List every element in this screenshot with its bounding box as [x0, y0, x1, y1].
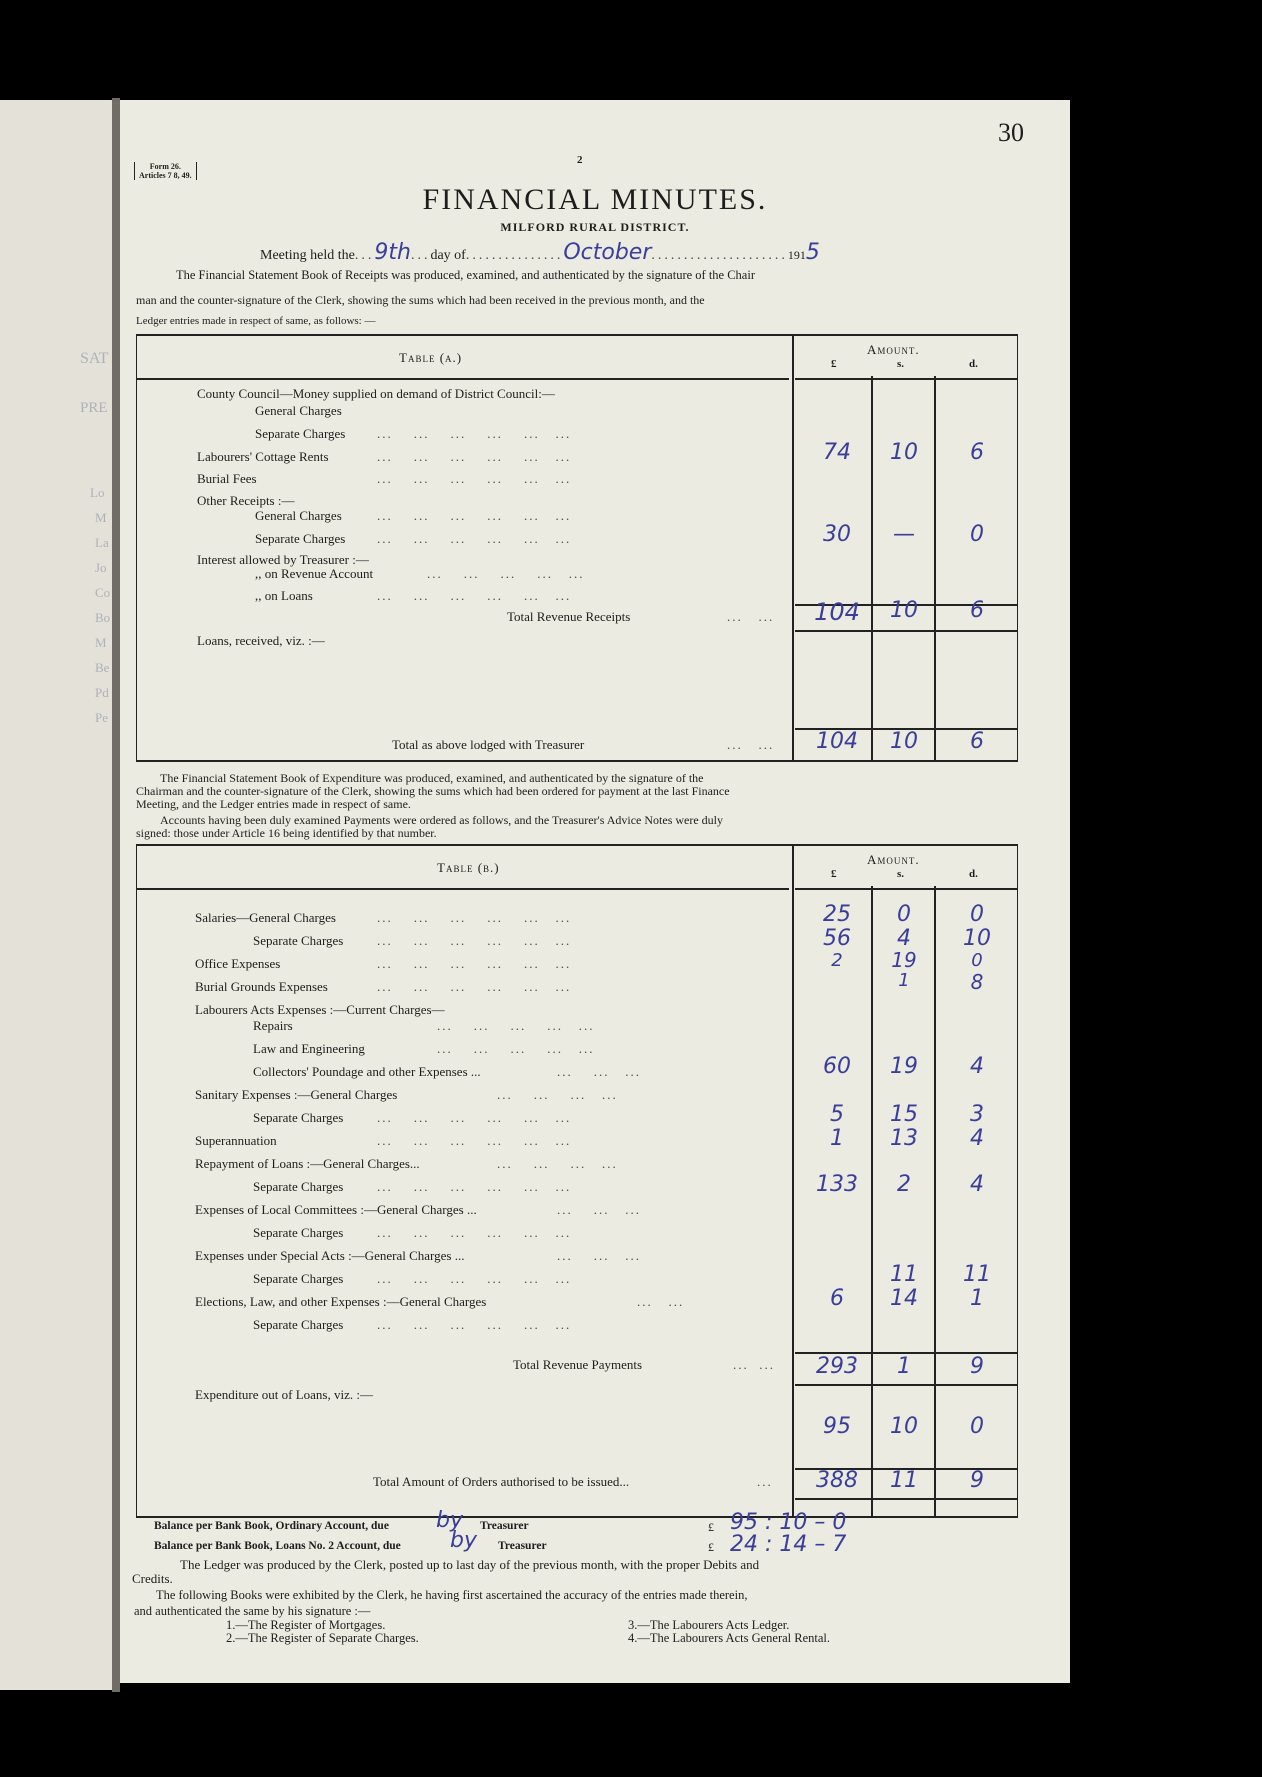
- intro-text-line: man and the counter-signature of the Clerk, showing the sums which had been received in the previous month, and the: [136, 293, 705, 307]
- table-row: Labourers Acts Expenses :—Current Charges—: [195, 1002, 445, 1017]
- amount-pounds: 388: [816, 1468, 858, 1493]
- shillings-heading: s.: [897, 868, 905, 880]
- table-row: Elections, Law, and other Expenses :—General Charges: [195, 1294, 487, 1309]
- table-row: Labourers' Cottage Rents: [197, 449, 329, 464]
- amount-shillings: 11: [890, 1262, 918, 1287]
- table-row: Interest allowed by Treasurer :—: [197, 552, 369, 567]
- table-row: Repairs: [253, 1018, 293, 1033]
- ghost-text: Be: [95, 660, 110, 675]
- table-row: Burial Grounds Expenses: [195, 979, 328, 994]
- ledger-text: Credits.: [132, 1571, 173, 1586]
- table-a: Table (a.) Amount. £ s. d. County Council—Money supplied on demand of District Council:— General Charges Separate Charges Labourers' Cottage Rents Burial Fees Other Receipts :— General Charges Separate Charges Interest allowed by Treasurer :— ,, on Revenue Account ,, on Loans Total Revenue Receipts Loans, received, viz. :— Total as above lodged with Treasurer ... ... ... ... ... ... ... ... ... ... ... ... ... ... ... ... ... ... ... ... ... ... ... ... ... ... ... ... ... ... ... ... ... ... ... ... ... ... ... ... ... ... ... ... ... 74 10 6 30 — 0 104 10 6 104 10 6: [136, 334, 1018, 762]
- pounds-heading: £: [831, 358, 837, 370]
- table-row: Repayment of Loans :—General Charges...: [195, 1156, 420, 1171]
- amount-pence: 9: [970, 1468, 984, 1493]
- ghost-text: M: [95, 510, 107, 525]
- meeting-prefix: Meeting held the: [260, 248, 355, 263]
- table-row: Separate Charges: [253, 1317, 344, 1332]
- table-row: Superannuation: [195, 1133, 277, 1148]
- amount-shillings: 13: [890, 1126, 918, 1151]
- table-row: Total Revenue Payments: [513, 1357, 643, 1372]
- amount-pounds: 56: [823, 926, 851, 951]
- amount-pounds: 74: [823, 440, 851, 465]
- meeting-line: Meeting held the...9th...day of...............October.....................1915: [260, 240, 820, 265]
- balance-ordinary-due: by: [436, 1508, 463, 1533]
- balance-loans-due: by: [450, 1528, 477, 1553]
- payments-paragraph: signed: those under Article 16 being identified by that number.: [136, 826, 437, 840]
- amount-pence: 4: [970, 1126, 984, 1151]
- amount-shillings: 11: [890, 1468, 918, 1493]
- payments-paragraph: Accounts having been duly examined Payments were ordered as follows, and the Treasurer's Advice Notes were duly: [160, 813, 724, 827]
- amount-pence: 0: [970, 902, 984, 927]
- books-text: The following Books were exhibited by the Clerk, he having first ascertained the accuracy of the entries made therein,: [156, 1588, 748, 1602]
- form-number: Form 26.: [149, 162, 181, 171]
- amount-pence: 1: [970, 1286, 984, 1311]
- amount-pounds: 95: [823, 1414, 851, 1439]
- balance-ordinary-pound: £: [708, 1520, 714, 1534]
- pence-heading: d.: [969, 358, 978, 370]
- amount-pounds: 1: [830, 1126, 844, 1151]
- ghost-text: SAT: [80, 350, 109, 367]
- amount-shillings: 19: [891, 948, 917, 972]
- ghost-text: Jo: [95, 560, 107, 575]
- table-row: Expenses under Special Acts :—General Charges ...: [195, 1248, 465, 1263]
- balance-loans-label: Balance per Bank Book, Loans No. 2 Account, due: [154, 1540, 401, 1552]
- expenditure-paragraph: Chairman and the counter-signature of the Clerk, showing the sums which had been ordered for payment at the last Finance: [136, 784, 730, 798]
- amount-shillings: 0: [897, 902, 911, 927]
- amount-shillings: 2: [897, 1172, 911, 1197]
- book-item: 4.—The Labourers Acts General Rental.: [628, 1631, 831, 1645]
- folio-number: 2: [577, 154, 583, 166]
- table-row: Separate Charges: [253, 1110, 344, 1125]
- table-b: Table (b.) Amount. £ s. d. Salaries—General Charges Separate Charges Office Expenses Burial Grounds Expenses Labourers Acts Expenses :—Current Charges— Repairs Law and Engineering Collectors' Poundage and other Expenses ... Sanitary Expenses :—General Charges Separate Charges Superannuation Repayment of Loans :—General Charges... Separate Charges Expenses of Local Committees :—General Charges ... Separate Charges Expenses under Special Acts :—General Charges ... Separate Charges Elections, Law, and other Expenses :—General Charges Separate Charges Total Revenue Payments Expenditure out of Loans, viz. :— Total Amount of Orders authorised to be issued... ... ... ... ... ... ... ... ... ... ... ... ... ... ... ... ... ... ... ... ... ... ... ... ... ... ... ... ... ... ... ... ... ... ... ... ... ... ... ... ... ... ... ... ... ... ... ... ... ... ... ... ... ... ... ... ... ... ... ... ... ... ... ... ... ... ... ... ... ... ... ... ... ... ... ... ... ... ... ... ... ... ... ... ... ... ... ... ... ... ... ... ... 25 0 0 56 4 10 2 19 0 1 8 60 19 4 5 15 3 1 13 4 133 2 4 11 11 6 14 1 293 1 9 95 10 0 388 11 9: [136, 844, 1018, 1518]
- page-number: 30: [998, 118, 1024, 147]
- amount-pounds: 25: [823, 902, 851, 927]
- amount-pence: 3: [970, 1102, 984, 1127]
- table-row: ,, on Revenue Account: [255, 566, 374, 581]
- amount-pence: 6: [970, 729, 984, 754]
- table-row: Total Amount of Orders authorised to be issued...: [373, 1474, 630, 1489]
- amount-pence: 9: [970, 1354, 984, 1379]
- balance-loans-treasurer: Treasurer: [498, 1540, 547, 1552]
- ghost-text: Co: [95, 585, 111, 600]
- amount-shillings: 10: [890, 729, 918, 754]
- meeting-day: 9th: [374, 240, 411, 265]
- table-a-heading: Table (a.): [399, 350, 463, 365]
- shillings-heading: s.: [897, 358, 905, 370]
- amount-pounds: 293: [816, 1354, 858, 1379]
- intro-text-line: Ledger entries made in respect of same, as follows: —: [136, 315, 376, 327]
- balance-ordinary-amount: 95 : 10 – 0: [730, 1510, 847, 1535]
- table-row: Burial Fees: [197, 471, 257, 486]
- amount-shillings: 15: [890, 1102, 918, 1127]
- meeting-day-of: day of: [430, 248, 466, 263]
- amount-shillings: 14: [890, 1286, 918, 1311]
- ghost-text: La: [95, 535, 109, 550]
- table-row: Total as above lodged with Treasurer: [392, 737, 585, 752]
- ghost-text: Lo: [90, 485, 105, 500]
- table-row: Separate Charges: [253, 1179, 344, 1194]
- amount-pounds: 30: [823, 522, 851, 547]
- table-row: ,, on Loans: [255, 588, 313, 603]
- amount-pounds: 60: [823, 1054, 851, 1079]
- meeting-year: 5: [805, 240, 820, 265]
- table-row: Total Revenue Receipts: [507, 609, 631, 624]
- meeting-year-prefix: 191: [787, 248, 806, 262]
- amount-pence: 8: [970, 970, 984, 994]
- ghost-text: Pd: [95, 685, 109, 700]
- book-gutter: [112, 98, 120, 1692]
- pence-heading: d.: [969, 868, 978, 880]
- ghost-text: M: [95, 635, 107, 650]
- table-row: Separate Charges: [255, 426, 346, 441]
- amount-pence: 6: [970, 440, 984, 465]
- book-item: 3.—The Labourers Acts Ledger.: [628, 1618, 790, 1632]
- table-row: General Charges: [255, 403, 342, 418]
- amount-pounds: 104: [816, 729, 858, 754]
- amount-shillings: 19: [890, 1054, 918, 1079]
- amount-pounds: 6: [830, 1286, 844, 1311]
- amount-pounds: 104: [814, 598, 860, 626]
- amount-pence: 11: [963, 1262, 991, 1287]
- table-row: Office Expenses: [195, 956, 281, 971]
- expenditure-paragraph: Meeting, and the Ledger entries made in respect of same.: [136, 797, 411, 811]
- pounds-heading: £: [831, 868, 837, 880]
- table-row: Collectors' Poundage and other Expenses ...: [253, 1064, 481, 1079]
- table-row: Expenses of Local Committees :—General Charges ...: [195, 1202, 477, 1217]
- amount-pence: 10: [963, 926, 991, 951]
- amount-heading: Amount.: [867, 342, 920, 357]
- table-row: Loans, received, viz. :—: [197, 633, 325, 648]
- amount-pence: 0: [970, 522, 984, 547]
- balance-loans-amount: 24 : 14 – 7: [730, 1532, 847, 1557]
- table-row: Separate Charges: [253, 1225, 344, 1240]
- left-facing-page: [0, 100, 112, 1690]
- table-row: County Council—Money supplied on demand of District Council:—: [197, 386, 555, 401]
- intro-text-line: The Financial Statement Book of Receipts was produced, examined, and authenticated by the signature of the Chair: [176, 268, 755, 282]
- table-row: Separate Charges: [253, 1271, 344, 1286]
- amount-heading: Amount.: [867, 852, 920, 867]
- form-reference: [134, 162, 197, 180]
- table-b-heading: Table (b.): [437, 860, 500, 875]
- amount-pence: 4: [970, 1054, 984, 1079]
- amount-pence: 4: [970, 1172, 984, 1197]
- meeting-month: October: [563, 240, 652, 265]
- amount-pence: 0: [971, 950, 983, 971]
- form-articles: Articles 7 8, 49.: [139, 171, 192, 180]
- table-row: Law and Engineering: [253, 1041, 365, 1056]
- table-row: General Charges: [255, 508, 342, 523]
- table-row: Separate Charges: [255, 531, 346, 546]
- amount-shillings: 10: [890, 1414, 918, 1439]
- amount-shillings: 4: [897, 926, 911, 951]
- expenditure-paragraph: The Financial Statement Book of Expenditure was produced, examined, and authenticated by the signature of the: [160, 771, 704, 785]
- table-row: Sanitary Expenses :—General Charges: [195, 1087, 398, 1102]
- amount-pounds: 133: [816, 1172, 858, 1197]
- books-text: and authenticated the same by his signature :—: [134, 1604, 371, 1618]
- balance-ordinary-label: Balance per Bank Book, Ordinary Account, due: [154, 1520, 389, 1532]
- ghost-text: Bo: [95, 610, 111, 625]
- page-title: FINANCIAL MINUTES.: [422, 183, 768, 216]
- district-name: MILFORD RURAL DISTRICT.: [500, 220, 690, 234]
- amount-shillings: 1: [898, 970, 910, 991]
- ledger-text: The Ledger was produced by the Clerk, posted up to last day of the previous month, with the proper Debits and: [180, 1557, 760, 1572]
- table-row: Expenditure out of Loans, viz. :—: [195, 1387, 373, 1402]
- amount-shillings: —: [893, 522, 915, 547]
- ledger-page: [120, 100, 1070, 1683]
- table-row: Salaries—General Charges: [195, 910, 336, 925]
- amount-pounds: 5: [830, 1102, 844, 1127]
- table-row: Separate Charges: [253, 933, 344, 948]
- book-item: 2.—The Register of Separate Charges.: [226, 1631, 419, 1645]
- book-item: 1.—The Register of Mortgages.: [226, 1618, 386, 1632]
- ghost-text: PRE: [80, 400, 108, 416]
- balance-ordinary-treasurer: Treasurer: [480, 1520, 529, 1532]
- amount-pence: 0: [970, 1414, 984, 1439]
- amount-pence: 6: [970, 598, 984, 623]
- table-row: Other Receipts :—: [197, 493, 295, 508]
- balance-loans-pound: £: [708, 1540, 714, 1554]
- amount-pounds: 2: [831, 950, 843, 971]
- amount-shillings: 10: [890, 598, 918, 623]
- ghost-text: Pe: [95, 710, 108, 725]
- amount-shillings: 1: [897, 1354, 911, 1379]
- amount-shillings: 10: [890, 440, 918, 465]
